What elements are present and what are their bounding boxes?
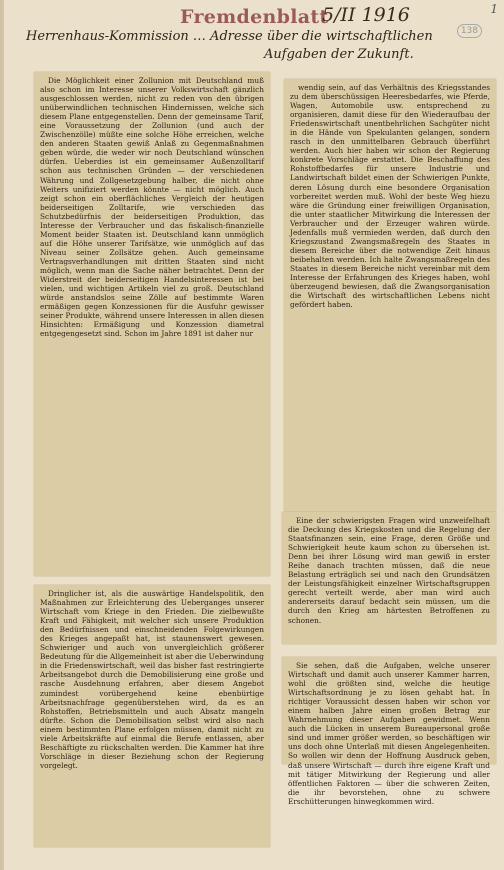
page-corner-mark: 1 <box>490 2 498 16</box>
clipping-column-right-bottom <box>282 657 496 806</box>
handwritten-note-line-2: Aufgaben der Zukunft. <box>264 47 414 62</box>
newspaper-masthead: Fremdenblatt <box>180 6 329 28</box>
archive-number: 138 <box>457 24 482 38</box>
clipping-column-left-top <box>34 72 270 576</box>
handwritten-date: 5/II 1916 <box>322 4 410 26</box>
clipping-column-left-bottom <box>34 585 270 847</box>
article-text: Sie sehen, daß die Aufgaben, welche unserer Wirtschaft und damit auch unserer Kammer harren, wohl die größten sind, welche die heutige Wirtschaftsordnung je zu lösen gehabt hat. In richtiger Voraussicht dessen haben wir schon vor einem halben Jahre einen großen Betrag zur Wahrnehmung dieser Aufgaben gewidmet. Wenn auch die Lücken in unserem Bureaupersonal große sind und immer größer werden, so beschäftigen wir uns doch ohne Unterlaß mit diesen Angelegenheiten. So wollen wir denn der Hoffnung Ausdruck geben, daß unsere Wirtschaft — durch ihre eigene Kraft und mit tätiger Mitwirkung der Regierung und aller öffentlichen Faktoren — über die schweren Zeiten, die ihr bevorstehen, ohne zu schwere Erschütterungen hinwegkommen wird. <box>288 661 490 806</box>
article-text: Die Möglichkeit einer Zollunion mit Deutschland muß also schon im Interesse unserer Volkswirtschaft gänzlich ausgeschlossen werden, nicht zu reden von den übrigen unüberwindlichen technischen Hindernissen, welche sich diesem Plane entgegenstellen. Denn der gemeinsame Tarif, eine Voraussetzung der Zollunion (und auch der Zwischenzölle) müßte eine solche Höhe erreichen, welche den anderen Staaten gewiß Anlaß zu Gegenmaßnahmen geben würde, die weder wir noch Deutschland wünschen dürfen. Ueberdies ist ein gemeinsamer Außenzolltarif schon aus technischen Gründen — der verschiedenen Währung und Zollgesetzgebung halber, die nicht ohne Weiters unifiziert werden könnte — nicht möglich. Auch zeigt schon ein oberflächliches Vergleich der heutigen beiderseitigen Zolltarife, wie verschieden das Schutzbedürfnis der beiderseitigen Produktion, das Interesse der Verbraucher und das fiskalisch-finanzielle Moment beider Staaten ist. Deutschland kann unmöglich auf die Höhe unserer Tarifsätze, wie unmöglich auf das Niveau seiner Zollsätze gehen. Auch gemeinsame Vertragsverhandlungen mit dritten Staaten sind nicht möglich, wenn man die Sache näher betrachtet. Denn der Widerstreit der beiderseitigen Handelsinteressen ist bei vielen, und wichtigen Artikeln viel zu groß. Deutschland würde anstandslos seine Zölle auf bestimmte Waren ermäßigen gegen Konzessionen für die Ausfuhr gewisser seiner Produkte, während unsere Interessen in allen diesen Hinsichten: Ermäßigung und Konzession diametral entgegengesetzt sind. Schon im Jahre 1891 ist daher nur <box>40 76 264 339</box>
clipping-column-right-middle <box>282 512 496 644</box>
handwritten-note-line-1: Herrenhaus-Kommission … Adresse über die wirtschaftlichen <box>26 29 433 44</box>
clipping-column-right-top <box>284 79 496 511</box>
article-text: wendig sein, auf das Verhältnis des Kriegsstandes zu dem überschüssigen Heeresbedarfes, wie Pferde, Wagen, Automobile usw. entsprechend zu organisieren, damit diese für den Wiederaufbau der Friedenswirtschaft unentbehrlichen Sachgüter nicht in die Hände von Spekulanten gelangen, sondern rasch in den unmittelbaren Gebrauch überführt werden. Auch hier haben wir schon der Regierung konkrete Vorschläge erstattet. Die Beschaffung des Rohstoffbedarfes für unsere Industrie und Landwirtschaft bildet einen der Schwierigen Punkte, deren Lösung durch eine besondere Organisation vorbereitet werden muß. Wohl der beste Weg hiezu wäre die Gründung einer freiwilligen Organisation, die unter staatlicher Mitwirkung die Interessen der Verbraucher und der Erzeuger wahren würde. Jedenfalls muß vermieden werden, daß durch den Kriegszustand Zwangsmaßregeln des Staates in diesem Bereiche über die notwendige Zeit hinaus beibehalten werden. Ich halte Zwangsmaßregeln des Staates in diesem Bereiche nicht vereinbar mit dem Interesse der Erfahrungen des Krieges haben, wohl überzeugend bewiesen, daß die Zwangsorganisation die Wirtschaft des wirtschaftlichen Lebens nicht gefördert haben. <box>290 83 490 310</box>
article-text: Eine der schwierigsten Fragen wird unzweifelhaft die Deckung des Kriegskosten und die Regelung der Staatsfinanzen sein, eine Frage, deren Größe und Schwierigkeit heute kaum schon zu übersehen ist. Denn bei ihrer Lösung wird man gewiß in erster Reihe danach trachten müssen, daß die neue Belastung erträglich sei und nach den Grundsätzen der Leistungsfähigkeit einzelner Wirtschaftsgruppen gerecht verteilt werde, aber man wird auch andererseits darauf bedacht sein müssen, um die durch den Krieg am härtesten Betroffenen zu schonen. <box>288 516 490 625</box>
page-fold <box>2 0 4 870</box>
article-text: Dringlicher ist, als die auswärtige Handelspolitik, den Maßnahmen zur Erleichterung des Ueberganges unserer Wirtschaft vom Kriege in den Frieden. Die zielbewußte Kraft und Fähigkeit, mit welcher sich unsere Produktion den Bedürfnissen und einschneidenden Folgewirkungen des Krieges angepaßt hat, ist staunenswert gewesen. Schwieriger und auch von unvergleichlich größerer Bedeutung für die Allgemeinheit ist aber die Ueberwindung in die Friedenswirtschaft, weil das bisher fast restringierte Arbeitsangebot durch die Demobilisierung eine große und rasche Ausdehnung erfahren, aber diesem Angebot zumindest vorübergehend keine ebenbürtige Arbeitsnachfrage gegenüberstehen wird, da es an Rohstoffen, Betriebsmitteln und auch Absatz mangeln dürfte. Schon die Demobilisation selbst wird also nach einem bestimmten Plane erfolgen müssen, damit nicht zu viele Arbeitskräfte auf einmal die Berufe entlassen, aber Beschäftigte zu rückschalten werden. Die Kammer hat ihre Vorschläge in dieser Beziehung schon der Regierung vorgelegt. <box>40 589 264 770</box>
